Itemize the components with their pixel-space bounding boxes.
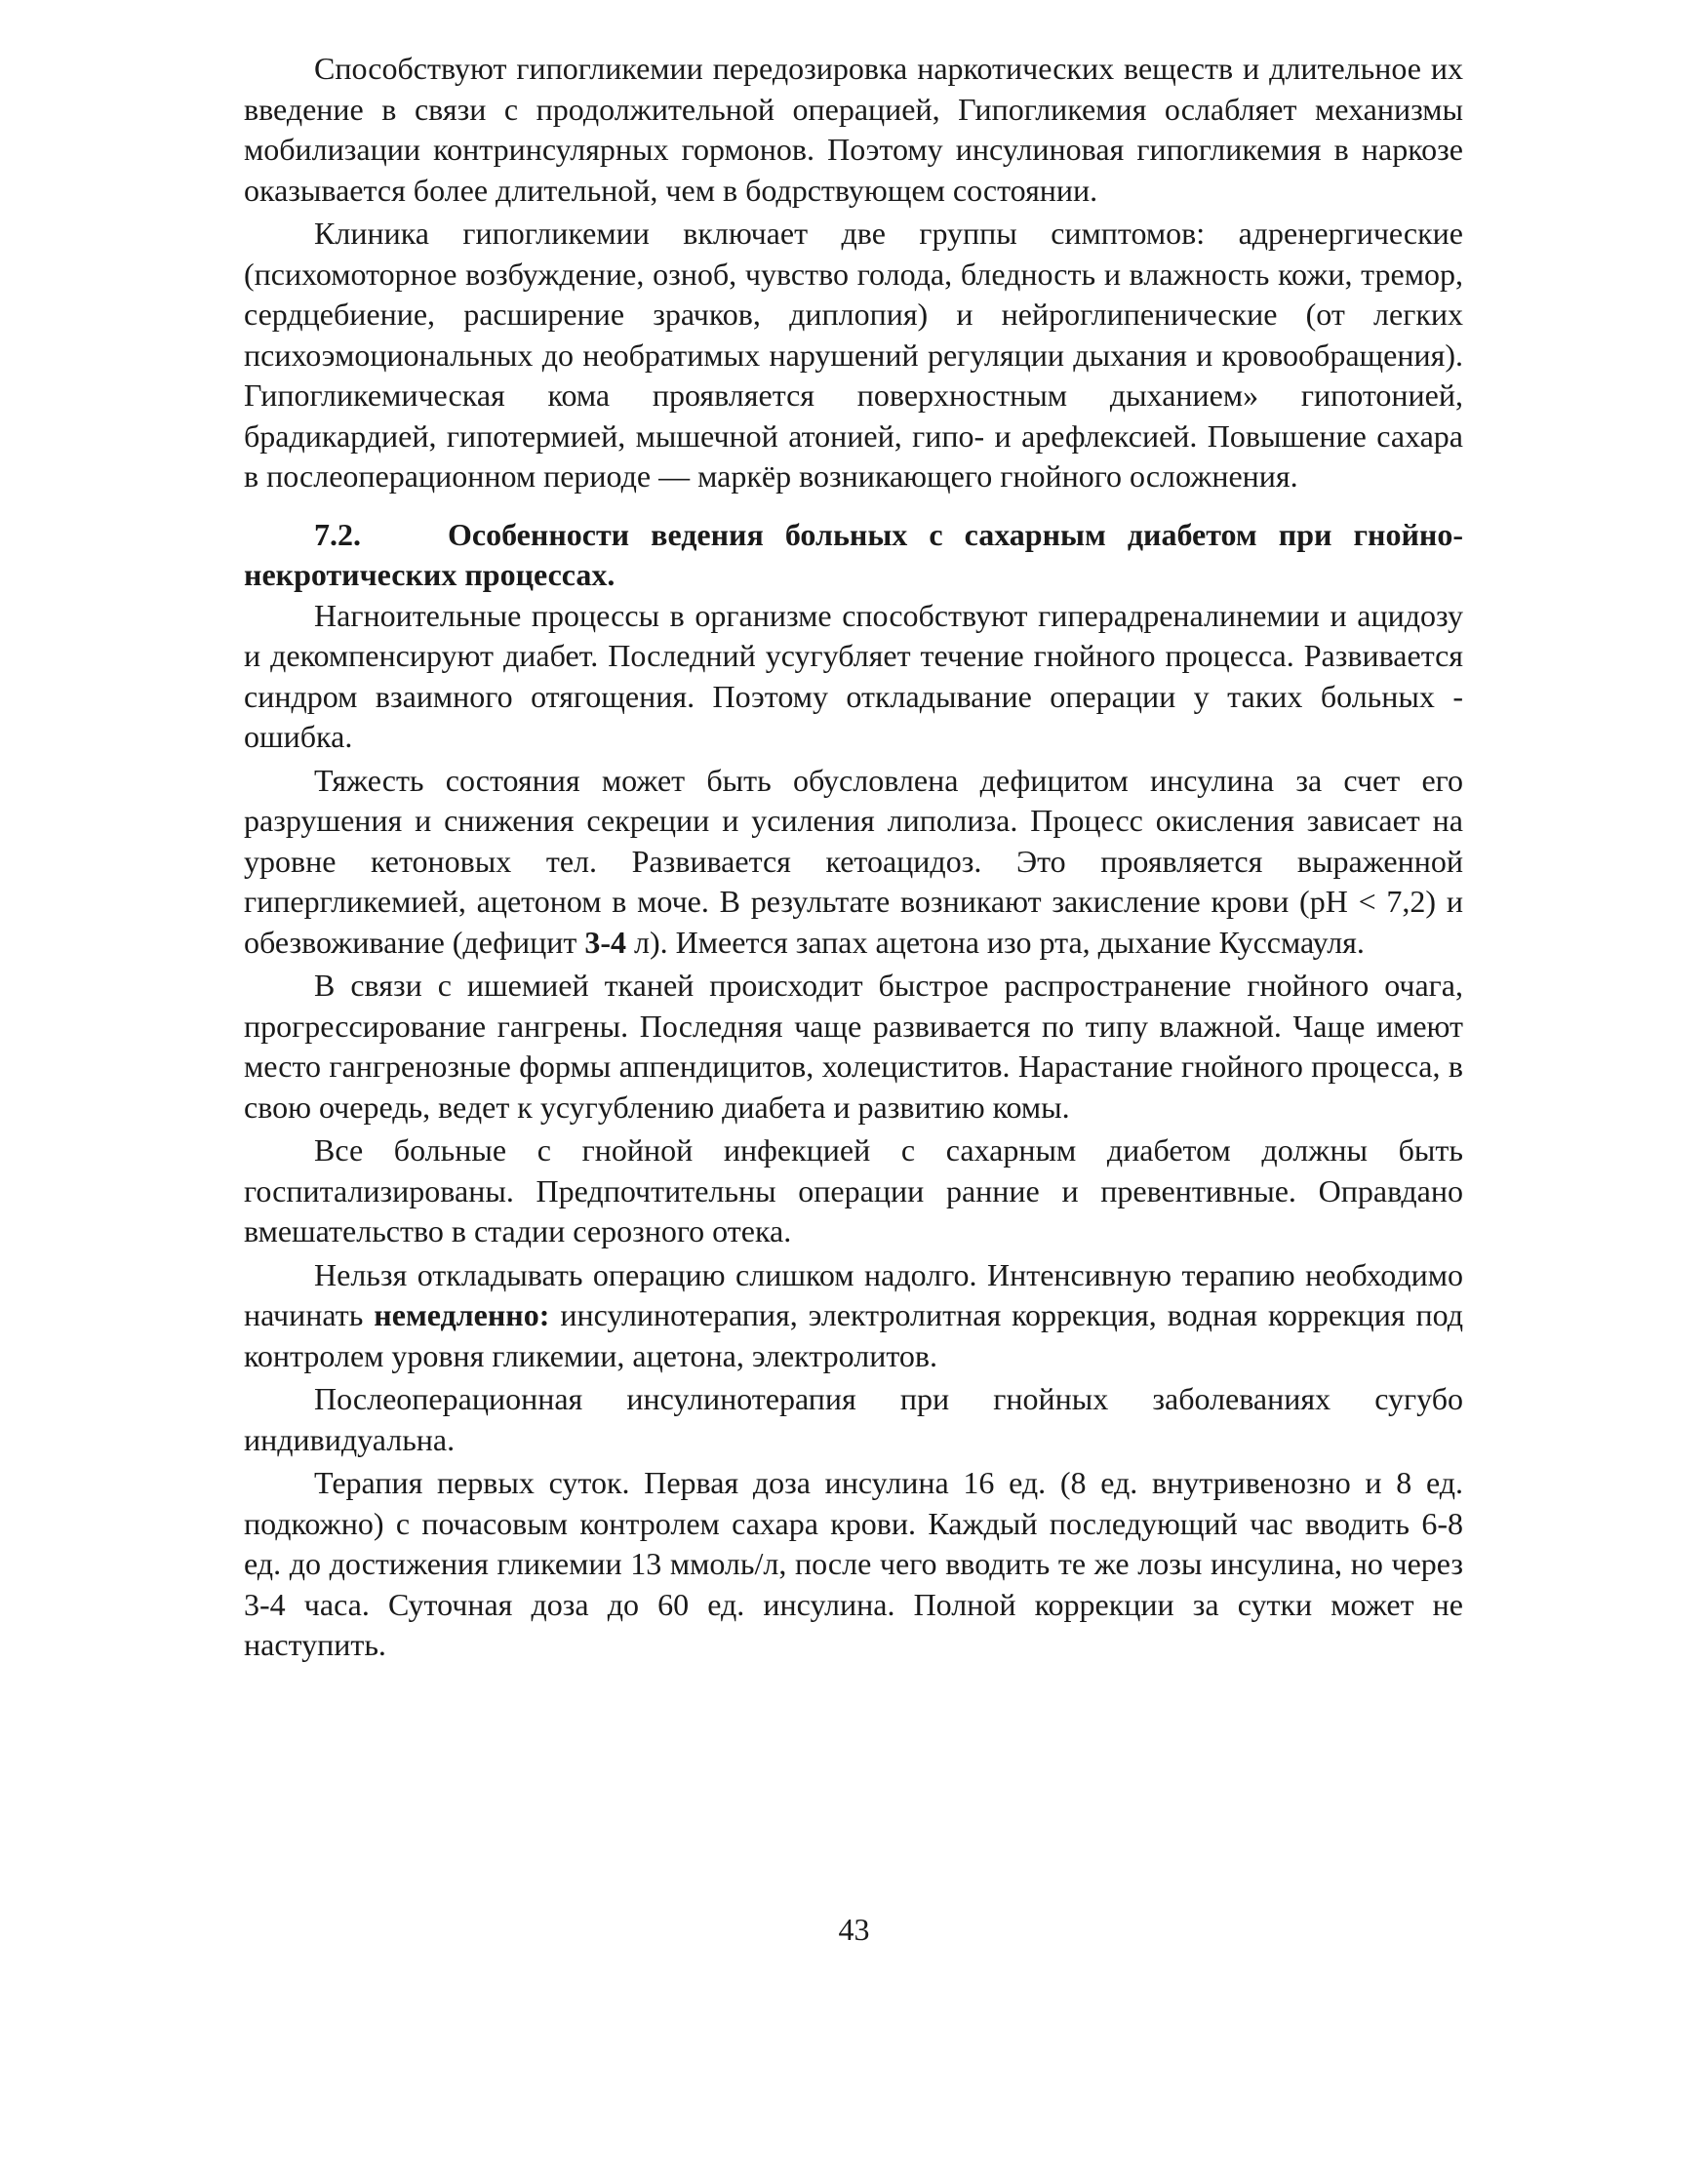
page-number: 43 (838, 1912, 870, 1947)
paragraph-hypoglycemia-clinic: Клиника гипогликемии включает две группы симптомов: адренергические (психомоторное возбуждение, озноб, чувство голода, бледность и влажность кожи, тремор, сердцебиение, расширение зрачков, диплопия) и нейроглипенические (от легких психоэмоциональных до необратимых нарушений регуляции дыхания и кровообращения). Гипогликемическая кома проявляется поверхностным дыханием» гипотонией, брадикардией, гипотермией, мышечной атонией, гипо- и арефлексией. Повышение сахара в послеоперационном периоде — маркёр возникающего гнойного осложнения. (244, 216, 1463, 494)
paragraph-hospitalization: Все больные с гнойной инфекцией с сахарным диабетом должны быть госпитализированы. Предпочтительны операции ранние и превентивные. Оправдано вмешательство в стадии серозного отека. (244, 1132, 1463, 1248)
section-title: Особенности ведения больных с сахарным диабетом при гнойно-некротических процессах. (244, 516, 1463, 592)
section-heading (244, 515, 1463, 596)
paragraph-suppuration: Нагноительные процессы в организме способствуют гиперадреналинемии и ацидозу и декомпенсируют диабет. Последний усугубляет течение гнойного процесса. Развивается синдром взаимного отягощения. Поэтому откладывание операции у таких больных - ошибка. (244, 597, 1463, 754)
paragraph-intensive-therapy: Нельзя откладывать операцию слишком надолго. Интенсивную терапию необходимо начинать немедленно: инсулинотерапия, электролитная коррекция, водная коррекция под контролем уровня гликемии, ацетона, электролитов. (244, 1256, 1464, 1373)
bold-deficit-value: 3-4 (584, 924, 627, 960)
bold-immediately: немедленно: (374, 1297, 550, 1332)
body-text (244, 49, 1463, 1669)
paragraph-first-day-therapy: Терапия первых суток. Первая доза инсулина 16 ед. (8 ед. внутривенозно и 8 ед. подкожно) с почасовым контролем сахара крови. Каждый последующий час вводить 6-8 ед. до достижения гликемии 13 ммоль/л, после чего вводить те же лозы инсулина, но через 3-4 часа. Суточная доза до 60 ед. инсулина. Полной коррекции за сутки может не наступить. (244, 1465, 1463, 1662)
paragraph-hypoglycemia-causes: Способствуют гипогликемии передозировка наркотических веществ и длительное их введение в связи с продолжительной операцией, Гипогликемия ослабляет механизмы мобилизации контринсулярных гормонов. Поэтому инсулиновая гипогликемия в наркозе оказывается более длительной, чем в бодрствующем состоянии. (244, 51, 1463, 208)
paragraph-severity: Тяжесть состояния может быть обусловлена дефицитом инсулина за счет его разрушения и снижения секреции и усиления липолиза. Процесс окисления зависает на уровне кетоновых тел. Развивается кетоацидоз. Это проявляется выраженной гипергликемией, ацетоном в моче. В результате возникают закисление крови (pH < 7,2) и обезвоживание (дефицит 3-4 л). Имеется запах ацетона изо рта, дыхание Куссмауля. (244, 762, 1463, 960)
section-number: 7.2. (314, 516, 361, 552)
paragraph-ischemia: В связи с ишемией тканей происходит быстрое распространение гнойного очага, прогрессирование гангрены. Последняя чаще развивается по типу влажной. Чаще имеют место гангренозные формы аппендицитов, холециститов. Нарастание гнойного процесса, в свою очередь, ведет к усугублению диабета и развитию комы. (244, 968, 1463, 1125)
paragraph-postoperative-insulin: Послеоперационная инсулинотерапия при гнойных заболеваниях сугубо индивидуальна. (244, 1381, 1463, 1457)
